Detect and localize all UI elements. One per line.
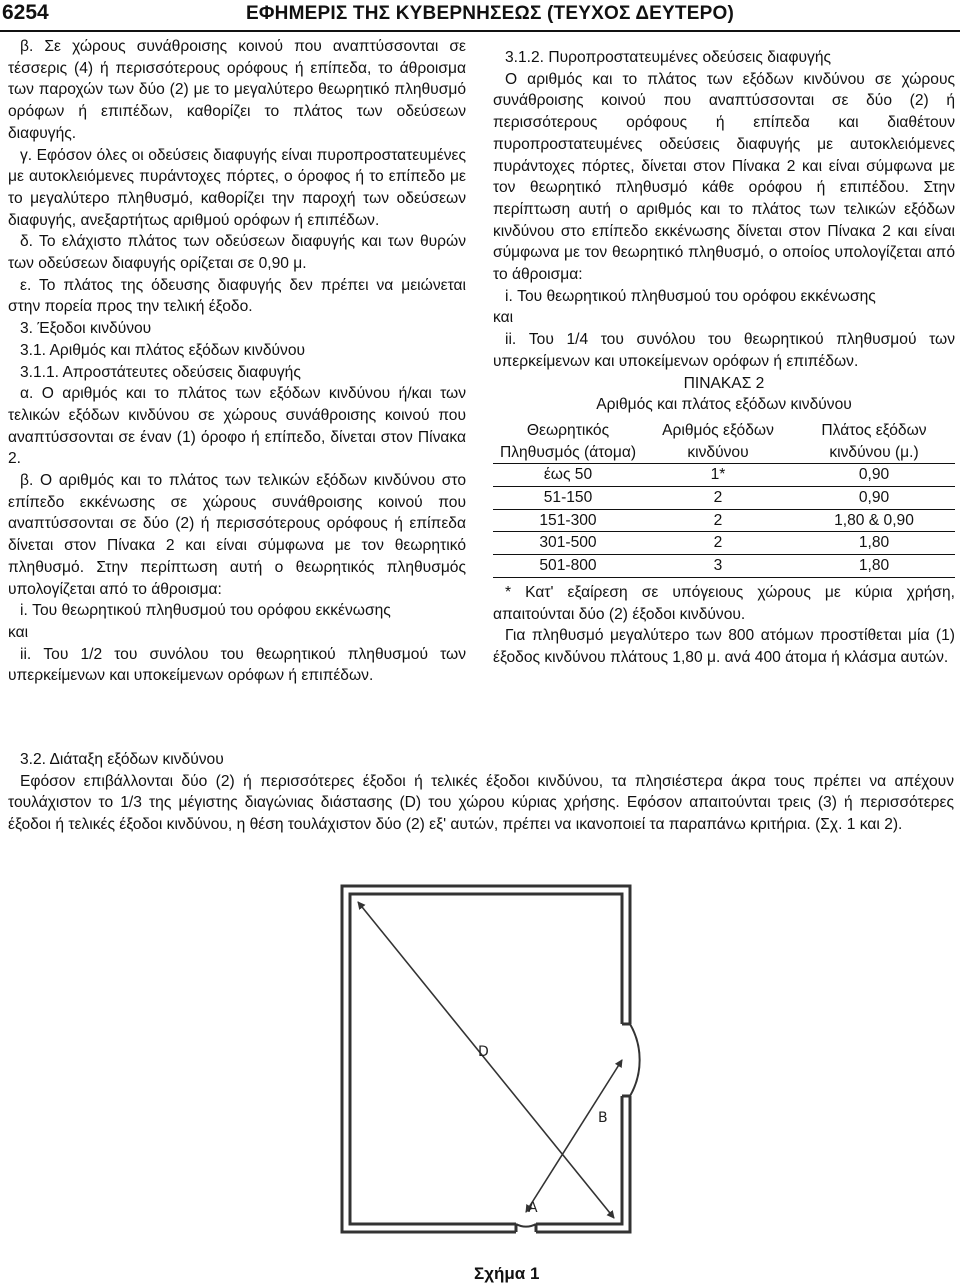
full-width-section — [8, 749, 954, 836]
paragraph-epsilon: ε. Το πλάτος της όδευσης διαφυγής δεν πρέπει να μειώνεται στην πορεία προς την τελική έξοδο. — [8, 276, 466, 316]
table-header-cell: Αριθμός εξόδων κινδύνου — [643, 420, 793, 464]
table-header-cell: Θεωρητικός Πληθυσμός (άτομα) — [493, 420, 643, 464]
table-cell: 0,90 — [793, 464, 955, 487]
section-heading-3-1-1: 3.1.1. Απροστάτευτες οδεύσεις διαφυγής — [20, 363, 301, 381]
paragraph-over-800: Για πληθυσμό μεγαλύτερο των 800 ατόμων προστίθεται μία (1) έξοδος κινδύνου πλάτους 1,80 μ. ανά 400 άτομα ή κλάσμα αυτών. — [493, 627, 955, 666]
right-column — [493, 47, 955, 669]
table-cell: 2 — [643, 509, 793, 532]
list-item-i: i. Του θεωρητικού πληθυσμού του ορόφου εκκένωσης — [505, 287, 876, 305]
gazette-title: ΕΦΗΜΕΡΙΣ ΤΗΣ ΚΥΒΕΡΝΗΣΕΩΣ (ΤΕΥΧΟΣ ΔΕΥΤΕΡΟ) — [246, 3, 734, 24]
exits-table — [493, 420, 955, 578]
table-cell: 151-300 — [493, 509, 643, 532]
paragraph-intro: Ο αριθμός και το πλάτος των εξόδων κινδύνου σε χώρους συνάθροισης κοινού που αναπτύσσονται σε δύο (2) ή περισσότερους ορόφους ή επίπεδα και διαθέτουν πυροπροστατευμένες οδεύσεις διαφυγής με αυτοκλειόμενες πυράντοχες πόρτες, δίνεται στον Πίνακα 2 και είναι σύμφωνα με τον θεωρητικό πληθυσμό κάθε ορόφου ή επιπέδου. Στην περίπτωση αυτή ο αριθμός και το πλάτος των τελικών εξόδων κινδύνου στο επίπεδο εκκένωσης δίνεται στον Πίνακα 2 και είναι σύμφωνα με τον θεωρητικό πληθυσμό, ο οποίος υπολογίζεται από το άθροισμα: — [493, 70, 955, 284]
table-cell: 0,90 — [793, 487, 955, 510]
paragraph-delta: δ. Το ελάχιστο πλάτος των οδεύσεων διαφυγής και των θυρών των οδεύσεων διαφυγής ορίζεται σε 0,90 μ. — [8, 233, 466, 273]
paragraph-beta: β. Σε χώρους συνάθροισης κοινού που αναπτύσσονται σε τέσσερις (4) ή περισσότερους ορόφους ή επίπεδα, το άθροισμα των παροχών των δύο (2) με το μεγαλύτερο θεωρητικό πληθυσμό ορόφων ή επιπέδων, καθορίζει το πλάτος των οδεύσεων διαφυγής. — [8, 38, 466, 142]
table-cell: 1,80 — [793, 555, 955, 578]
label-b: B — [598, 1110, 608, 1126]
door-swing-a — [516, 1224, 536, 1227]
table-cell: έως 50 — [493, 464, 643, 487]
paragraph-b: β. Ο αριθμός και το πλάτος των τελικών εξόδων κινδύνου στο επίπεδο εκκένωσης σε χώρους συνάθροισης κοινού που αναπτύσσονται σε δύο (2) ή περισσότερους ορόφους ή επίπεδα δίνεται στον Πίνακα 2 και είναι σύμφωνα με τον θεωρητικό πληθυσμό. Στην περίπτωση αυτή ο θεωρητικός πληθυσμός υπολογίζεται από το άθροισμα: — [8, 472, 466, 598]
table-cell: 1* — [643, 464, 793, 487]
section-heading-3: 3. Έξοδοι κινδύνου — [20, 320, 152, 338]
diagonal-d — [358, 902, 614, 1218]
table-header-cell: Πλάτος εξόδων κινδύνου (μ.) — [793, 420, 955, 464]
table-cell: 3 — [643, 555, 793, 578]
label-d: D — [478, 1044, 489, 1060]
left-column — [8, 36, 466, 687]
list-item-ii: ii. Του 1/2 του συνόλου του θεωρητικού πληθυσμού των υπερκείμενων και υποκείμενων ορόφων ή επιπέδων. — [8, 645, 466, 685]
section-heading-3-2: 3.2. Διάταξη εξόδων κινδύνου — [20, 751, 224, 768]
list-item-ii: ii. Του 1/4 του συνόλου του θεωρητικού πληθυσμού των υπερκείμενων και υποκείμενων ορόφων ή επιπέδων. — [493, 331, 955, 370]
table-cell: 501-800 — [493, 555, 643, 578]
table-cell: 1,80 & 0,90 — [793, 509, 955, 532]
table-row — [493, 509, 955, 532]
table-cell: 2 — [643, 487, 793, 510]
figure-caption: Σχήμα 1 — [474, 1264, 540, 1283]
table-cell: 1,80 — [793, 532, 955, 555]
list-connector-kai: και — [493, 309, 514, 327]
table-header-row — [493, 420, 955, 464]
page-header — [0, 0, 960, 30]
header-divider — [0, 30, 960, 32]
section-heading-3-1-2: 3.1.2. Πυροπροστατευμένες οδεύσεις διαφυγής — [505, 49, 832, 66]
paragraph-alpha: α. Ο αριθμός και το πλάτος των εξόδων κινδύνου ή/και των τελικών εξόδων κινδύνου σε χώρους συνάθροισης κοινού που αναπτύσσονται σε έναν (1) όροφο ή επίπεδο, δίνεται στον Πίνακα 2. — [8, 385, 466, 468]
table-row — [493, 555, 955, 578]
table-footnote: * Κατ' εξαίρεση σε υπόγειους χώρους με κύρια χρήση, απαιτούνται δύο (2) έξοδοι κινδύνου. — [493, 583, 955, 623]
table-title: Αριθμός και πλάτος εξόδων κινδύνου — [596, 396, 852, 414]
list-item-i: i. Του θεωρητικού πληθυσμού του ορόφου εκκένωσης — [20, 602, 391, 620]
section-heading-3-1: 3.1. Αριθμός και πλάτος εξόδων κινδύνου — [20, 341, 306, 359]
table-row — [493, 464, 955, 487]
table-cell: 51-150 — [493, 487, 643, 510]
distance-a-b — [526, 1060, 622, 1212]
paragraph-exit-layout: Εφόσον επιβάλλονται δύο (2) ή περισσότερες έξοδοι ή τελικές έξοδοι κινδύνου, τα πλησιέστερα άκρα τους πρέπει να απέχουν τουλάχιστον το 1/3 της μέγιστης διαγώνιας διάστασης (D) του χώρου κύριας χρήσης. Εφόσον απαιτούνται τρεις (3) ή περισσότερες έξοδοι ή τελικές έξοδοι κινδύνου, η θέση τουλάχιστον δύο (2) εξ' αυτών, πρέπει να ικανοποιεί τα παραπάνω κριτήρια. (Σχ. 1 και 2). — [8, 772, 954, 834]
page-number: 6254 — [2, 1, 49, 24]
label-a: A — [528, 1200, 538, 1216]
exit-layout-diagram — [340, 884, 670, 1234]
paragraph-gamma: γ. Εφόσον όλες οι οδεύσεις διαφυγής είναι πυροπροστατευμένες με αυτοκλειόμενες πυράντοχες πόρτες, ο όροφος ή το επίπεδο με το μεγαλύτερο πληθυσμό, καθορίζει την παροχή των οδεύσεων διαφυγής, ανεξαρτήτως αριθμού ορόφων ή επιπέδων. — [8, 146, 466, 229]
door-swing-b — [630, 1024, 640, 1096]
table-cell: 2 — [643, 532, 793, 555]
table-row — [493, 487, 955, 510]
table-row — [493, 532, 955, 555]
list-connector-kai: και — [8, 623, 29, 641]
table-label: ΠΙΝΑΚΑΣ 2 — [683, 374, 765, 392]
table-cell: 301-500 — [493, 532, 643, 555]
